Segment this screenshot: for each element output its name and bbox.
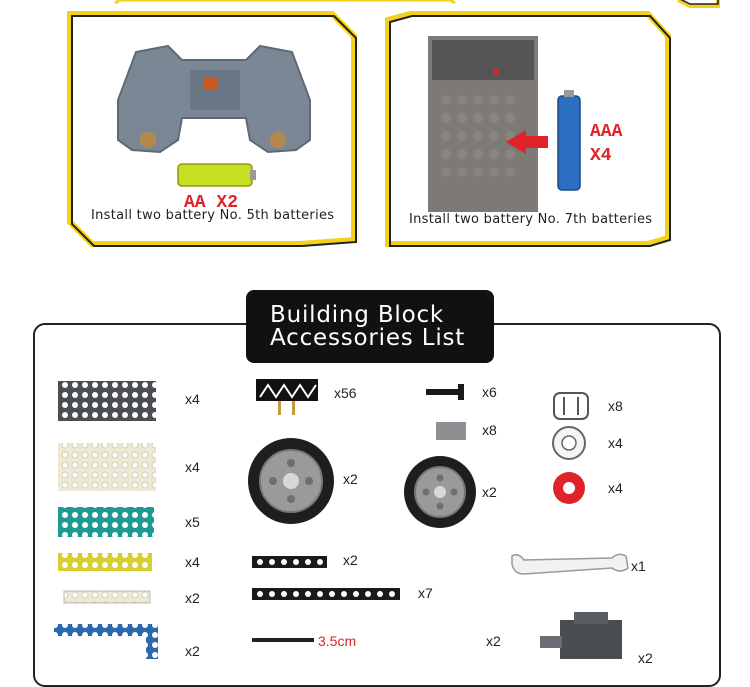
blue-L-beam bbox=[54, 624, 158, 659]
axle bbox=[426, 384, 464, 400]
rod bbox=[252, 638, 314, 642]
count-short-beam: x2 bbox=[343, 552, 358, 568]
count-axle: x6 bbox=[482, 384, 497, 400]
count-wrench: x1 bbox=[631, 558, 646, 574]
count-pin-connector: x8 bbox=[608, 398, 623, 414]
chain-link bbox=[256, 379, 318, 415]
pin-connector bbox=[554, 393, 588, 419]
aaa-label: AAA bbox=[590, 122, 623, 142]
count-red-ring: x4 bbox=[608, 480, 623, 496]
count-white-thin-beam: x2 bbox=[185, 590, 200, 606]
count-large-wheel: x2 bbox=[343, 471, 358, 487]
rod-length-label: 3.5cm bbox=[318, 633, 357, 649]
count-blue-L-beam: x2 bbox=[185, 643, 200, 659]
count-small-wheel: x2 bbox=[482, 484, 497, 500]
wrench bbox=[512, 554, 628, 574]
red-ring bbox=[553, 472, 585, 504]
count-rod: x2 bbox=[486, 633, 501, 649]
teal-plate bbox=[58, 507, 154, 537]
grey-block bbox=[436, 422, 466, 440]
count-white-grid-plate: x4 bbox=[185, 459, 200, 475]
small-wheel bbox=[404, 456, 476, 528]
aaa-count-label: X4 bbox=[590, 146, 612, 166]
motor bbox=[540, 612, 622, 659]
yellow-plate bbox=[58, 553, 152, 571]
long-beam bbox=[252, 588, 400, 600]
title-line-2: Accessories List bbox=[270, 325, 466, 351]
axle-bush bbox=[553, 427, 585, 459]
left-panel-caption: Install two battery No. 5th batteries bbox=[91, 208, 335, 223]
aa-count-label: AA X2 bbox=[184, 193, 239, 213]
right-panel-caption: Install two battery No. 7th batteries bbox=[409, 212, 653, 227]
count-axle-bush: x4 bbox=[608, 435, 623, 451]
white-thin-beam bbox=[64, 591, 150, 603]
count-motor: x2 bbox=[638, 650, 653, 666]
short-beam bbox=[252, 556, 327, 568]
count-grey-block: x8 bbox=[482, 422, 497, 438]
large-wheel bbox=[248, 438, 334, 524]
title-line-1: Building Block bbox=[270, 302, 445, 328]
count-teal-plate: x5 bbox=[185, 514, 200, 530]
count-dark-grid-plate: x4 bbox=[185, 391, 200, 407]
dark-grid-plate bbox=[58, 381, 156, 421]
white-grid-plate bbox=[58, 443, 156, 491]
count-yellow-plate: x4 bbox=[185, 554, 200, 570]
count-long-beam: x7 bbox=[418, 585, 433, 601]
count-chain-link: x56 bbox=[334, 385, 357, 401]
